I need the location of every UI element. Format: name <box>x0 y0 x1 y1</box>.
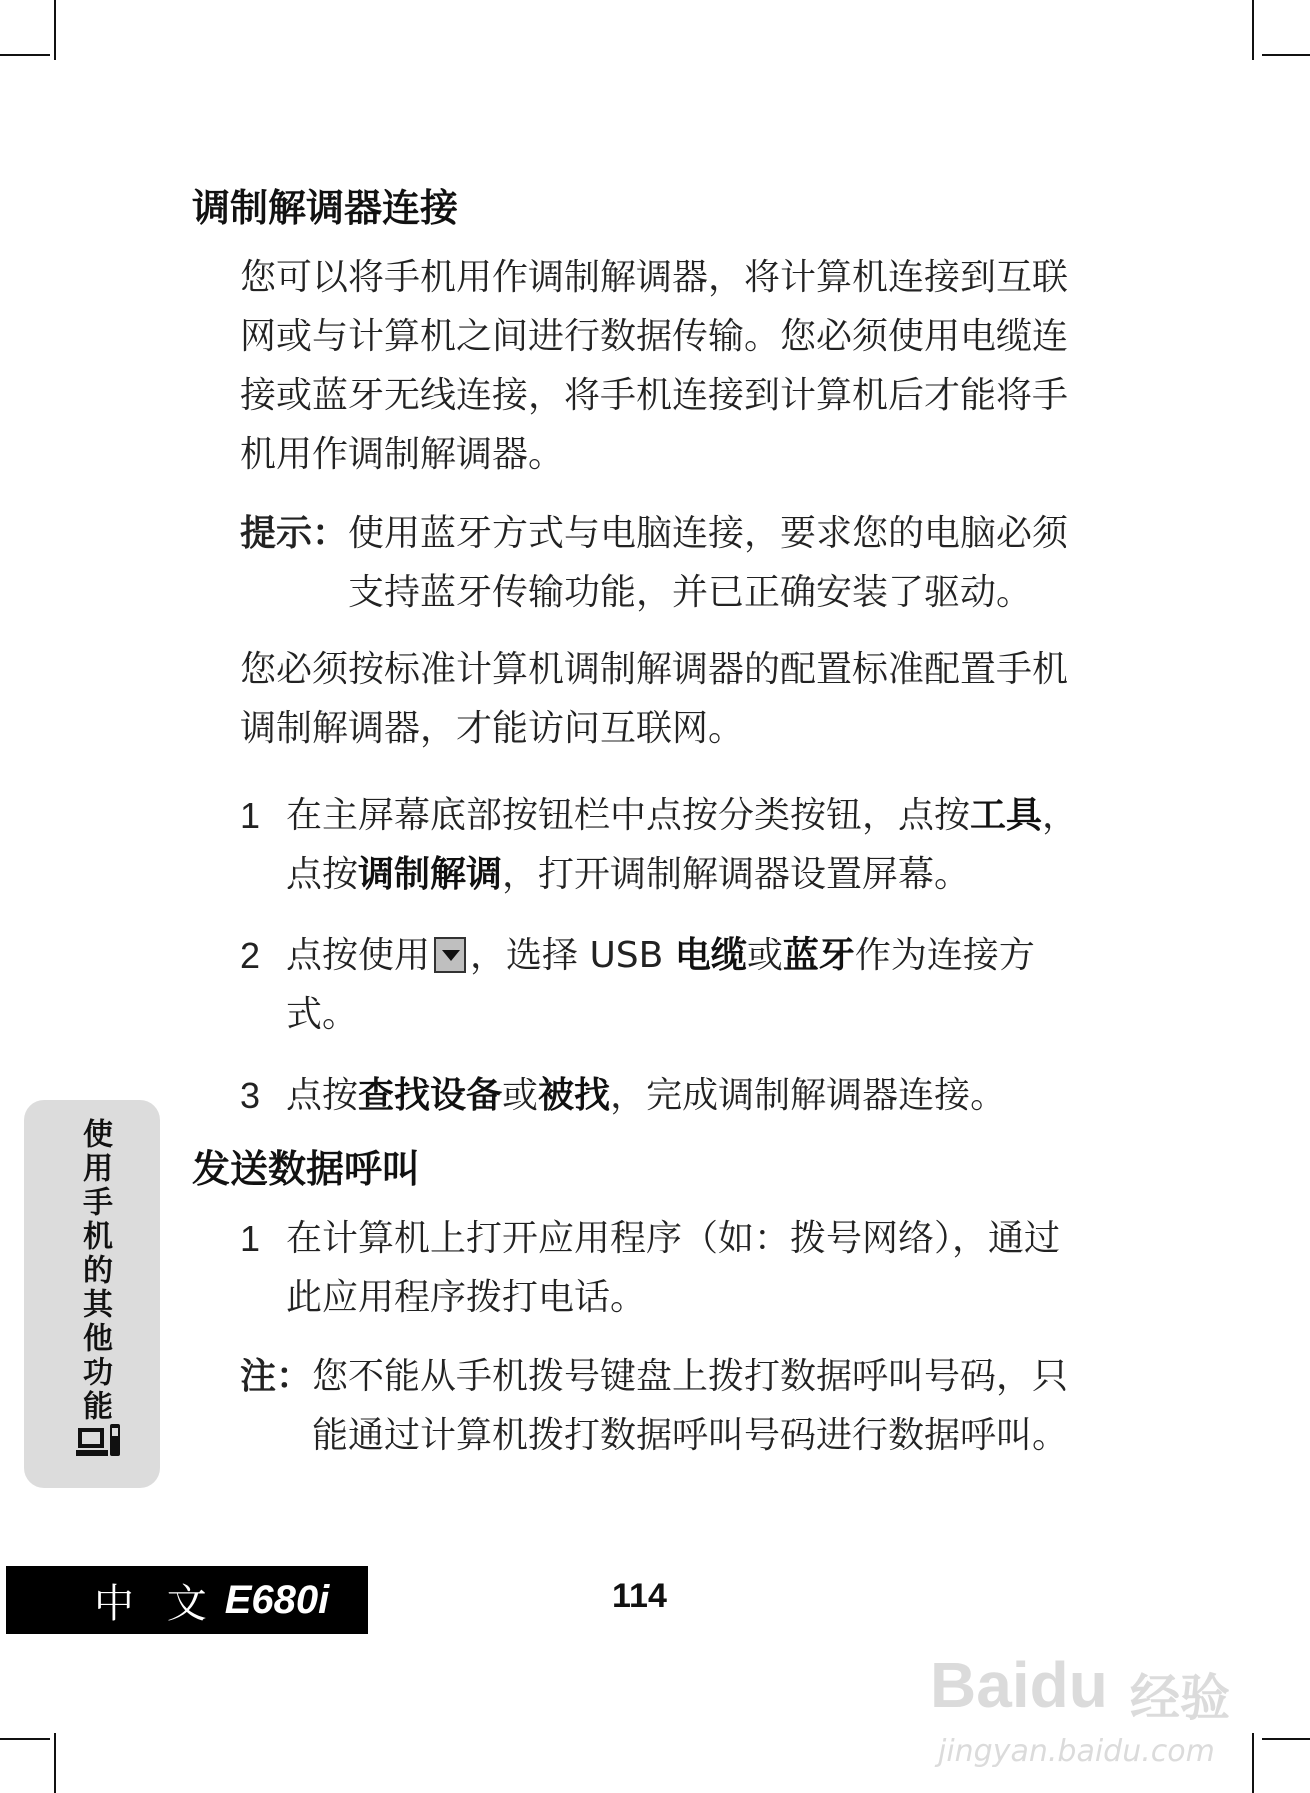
section-title-data-call: 发送数据呼叫 <box>192 1146 421 1191</box>
watermark-logo: Baidu <box>930 1649 1108 1721</box>
watermark-url: jingyan.baidu.com <box>938 1734 1215 1769</box>
option-find-device: 查找设备 <box>358 1075 503 1116</box>
phone-computer-icon <box>76 1420 124 1460</box>
option-be-found: 被找 <box>538 1075 611 1116</box>
step-text: 在主屏幕底部按钮栏中点按分类按钮，点按工具，点按调制解调，打开调制解调器设置屏幕。 <box>286 795 1079 895</box>
dropdown-arrow-icon <box>434 937 466 973</box>
tip-text: 使用蓝牙方式与电脑连接，要求您的电脑必须支持蓝牙传输功能，并已正确安装了驱动。 <box>348 513 1069 613</box>
tip-label: 提示： <box>240 513 349 554</box>
step-text: 在计算机上打开应用程序（如：拨号网络），通过此应用程序拨打电话。 <box>286 1218 1061 1318</box>
footer-model: E680i <box>224 1577 330 1622</box>
step-1 <box>240 786 1092 904</box>
step-number: 3 <box>240 1075 261 1116</box>
watermark-cn: 经验 <box>1130 1669 1230 1727</box>
crop-mark <box>1262 54 1310 56</box>
crop-mark <box>0 54 50 56</box>
page-number: 114 <box>612 1577 667 1615</box>
crop-mark <box>1252 1733 1254 1793</box>
note-label: 注： <box>240 1356 313 1397</box>
option-cable: 电缆 <box>674 935 747 976</box>
crop-mark <box>1252 0 1254 60</box>
config-paragraph: 您必须按标准计算机调制解调器的配置标准配置手机调制解调器，才能访问互联网。 <box>240 649 1069 749</box>
baidu-watermark <box>930 1628 1250 1788</box>
step-text: 点按使用 ，选择 USB 电缆或蓝牙作为连接方式。 <box>286 935 1035 1035</box>
menu-modem: 调制解调 <box>358 854 503 895</box>
section-title-modem: 调制解调器连接 <box>192 185 459 230</box>
footer-language: 中 文 <box>94 1580 217 1627</box>
intro-paragraph: 您可以将手机用作调制解调器，将计算机连接到互联网或与计算机之间进行数据传输。您必须使用电缆连接或蓝牙无线连接，将手机连接到计算机后才能将手机用作调制解调器。 <box>240 257 1069 475</box>
step-number: 1 <box>240 1218 261 1259</box>
step-3 <box>240 1066 1092 1125</box>
step-2 <box>240 926 1092 1044</box>
crop-mark <box>54 0 56 60</box>
option-bluetooth: 蓝牙 <box>782 935 855 976</box>
data-call-step-1 <box>240 1209 1092 1327</box>
step-number: 1 <box>240 795 261 836</box>
crop-mark <box>0 1738 50 1740</box>
tip-note <box>240 504 1092 622</box>
step-number: 2 <box>240 935 261 976</box>
chapter-label: 使用手机的其他功能 <box>77 1118 112 1424</box>
step-text: 点按查找设备或被找，完成调制解调器连接。 <box>286 1075 1007 1116</box>
data-call-note <box>240 1347 1092 1465</box>
menu-tools: 工具 <box>970 795 1043 836</box>
page-content <box>192 182 1092 1465</box>
crop-mark <box>54 1733 56 1793</box>
crop-mark <box>1262 1738 1310 1740</box>
note-text: 您不能从手机拨号键盘上拨打数据呼叫号码，只能通过计算机拨打数据呼叫号码进行数据呼叫。 <box>312 1356 1069 1456</box>
side-chapter-tab <box>24 1100 160 1488</box>
footer-model-bar <box>6 1566 368 1634</box>
